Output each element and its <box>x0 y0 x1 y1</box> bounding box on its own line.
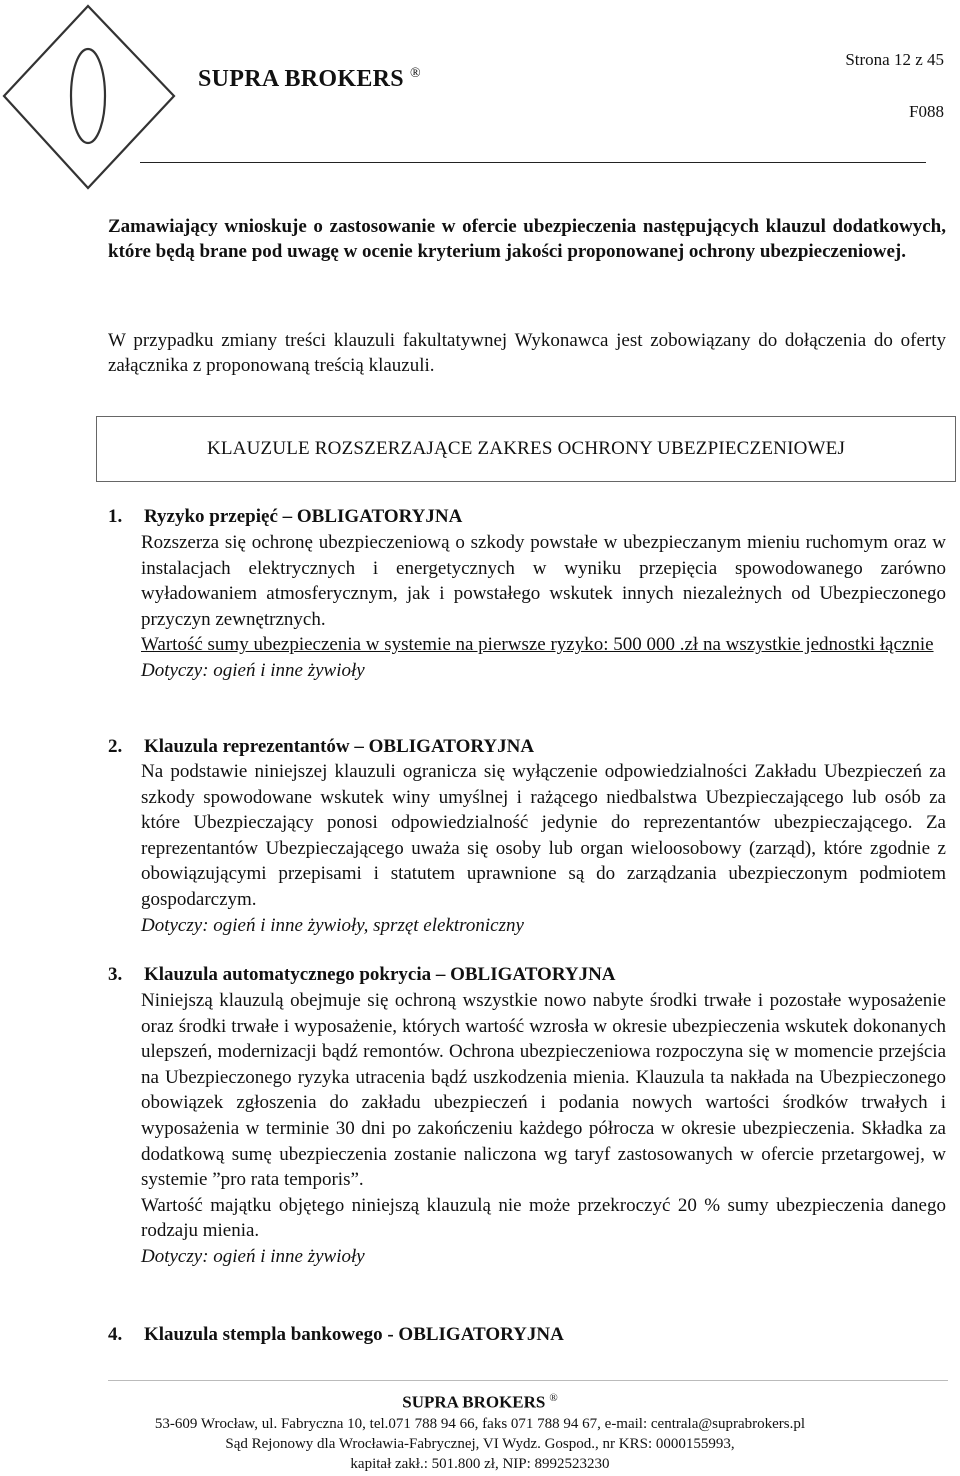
clause-1-heading <box>108 504 462 529</box>
clause-2-body <box>141 759 946 938</box>
clause-3-heading <box>108 962 616 987</box>
footer-registered-mark: ® <box>549 1392 558 1404</box>
header-brand <box>198 66 421 93</box>
clause-1-title: Ryzyko przepięć – OBLIGATORYJNA <box>144 506 463 527</box>
clause-3-text: Niniejszą klauzulą obejmuje się ochroną wszystkie nowo nabyte środki trwałe i pozostałe wyposażenie oraz środki trwałe i wyposażenie, których wartość wzrosła w okresie ubezpieczenia wskutek dokonanych ulepszeń, modernizacji bądź remontów. Ochrona ubezpieczeniowa rozpoczyna się w momencie przejścia na Ubezpieczonego ryzyka utracenia bądź uszkodzenia mienia. Klauzula ta nakłada na Ubezpieczonego obowiązek zgłoszenia do zakładu ubezpieczeń i podania nowych wartości środków trwałych i wyposażenia w terminie 30 dni po zakończeniu każdego półrocza w okresie ubezpieczenia. Składka za dodatkową sumę ubezpieczenia zostanie naliczona wg taryf zastosowanych w ofercie przetargowej, w systemie ”pro rata temporis”. <box>141 990 946 1191</box>
clause-1-body <box>141 530 946 684</box>
header-brand-name: SUPRA BROKERS <box>198 66 404 92</box>
footer-court-registry: Sąd Rejonowy dla Wrocławia-Fabrycznej, VI Wydz. Gospod., nr KRS: 0000155993, <box>225 1436 735 1452</box>
clause-2-number: 2. <box>108 736 123 757</box>
section-title: KLAUZULE ROZSZERZAJĄCE ZAKRES OCHRONY UBEZPIECZENIOWEJ <box>206 438 846 459</box>
clause-2-title: Klauzula reprezentantów – OBLIGATORYJNA <box>144 736 535 757</box>
clause-1-concerns: Dotyczy: ogień i inne żywioły <box>141 659 365 681</box>
footer-divider <box>108 1380 948 1381</box>
clause-3-text-2: Wartość majątku objętego niniejszą klauzulą nie może przekroczyć 20 % sumy ubezpieczenia danego rodzaju mienia. <box>141 1194 946 1242</box>
clause-3-title: Klauzula automatycznego pokrycia – OBLIGATORYJNA <box>144 964 616 985</box>
page-number: Strona 12 z 45 <box>845 50 944 69</box>
company-logo <box>0 0 180 200</box>
intro-paragraph-1: Zamawiający wnioskuje o zastosowanie w ofercie ubezpieczenia następujących klauzul dodatkowych, które będą brane pod uwagę w ocenie kryterium jakości proponowanej ochrony ubezpieczeniowej. <box>108 216 946 262</box>
footer-brand-name: SUPRA BROKERS <box>402 1392 546 1412</box>
clause-1-number: 1. <box>108 506 123 527</box>
clause-3-body <box>141 988 946 1270</box>
footer-brand <box>0 1392 960 1413</box>
registered-mark: ® <box>409 66 421 81</box>
clause-4-number: 4. <box>108 1324 123 1345</box>
section-title-box <box>96 416 956 482</box>
clause-3-number: 3. <box>108 964 123 985</box>
clause-1-limit: Wartość sumy ubezpieczenia w systemie na pierwsze ryzyko: 500 000 .zł na wszystkie jednostki łącznie <box>141 634 934 656</box>
form-code: F088 <box>909 102 944 121</box>
footer-address: 53-609 Wrocław, ul. Fabryczna 10, tel.071 788 94 66, faks 071 788 94 67, e-mail: centrala@suprabrokers.pl <box>154 1416 806 1432</box>
intro-paragraph-2: W przypadku zmiany treści klauzuli fakultatywnej Wykonawca jest zobowiązany do dołączenia do oferty załącznika z proponowaną treścią klauzuli. <box>108 330 946 376</box>
clause-1-text: Rozszerza się ochronę ubezpieczeniową o szkody powstałe w ubezpieczanym mieniu ruchomym oraz w instalacjach elektrycznych i energetycznych w wyniku przepięcia spowodowanego zarówno wyładowaniem atmosferycznym, jak i powstałego wskutek innych niezależnych od Ubezpieczonego przyczyn zewnętrznych. <box>141 532 946 630</box>
clause-2-concerns: Dotyczy: ogień i inne żywioły, sprzęt elektroniczny <box>141 914 524 936</box>
clause-4-title: Klauzula stempla bankowego - OBLIGATORYJNA <box>144 1324 564 1345</box>
clause-2-heading <box>108 734 534 759</box>
footer-capital-nip: kapitał zakł.: 501.800 zł, NIP: 8992523230 <box>350 1456 610 1472</box>
clause-2-text: Na podstawie niniejszej klauzuli ogranicza się wyłączenie odpowiedzialności Zakładu Ubezpieczeń za szkody spowodowane wskutek winy umyślnej i rażącego niedbalstwa Ubezpieczającego lub osób za które Ubezpieczający ponosi odpowiedzialność jedynie do reprezentantów ubezpieczającego. Za reprezentantów Ubezpieczającego uważa się osoby lub organ wieloosobowy (zarząd), które zgodnie z obowiązującymi przepisami i statutem uprawnione są do zarządzania ubezpieczonym podmiotem gospodarczym. <box>141 761 946 910</box>
header-divider <box>140 162 926 163</box>
clause-4-heading <box>108 1322 564 1347</box>
clause-3-concerns: Dotyczy: ogień i inne żywioły <box>141 1245 365 1267</box>
